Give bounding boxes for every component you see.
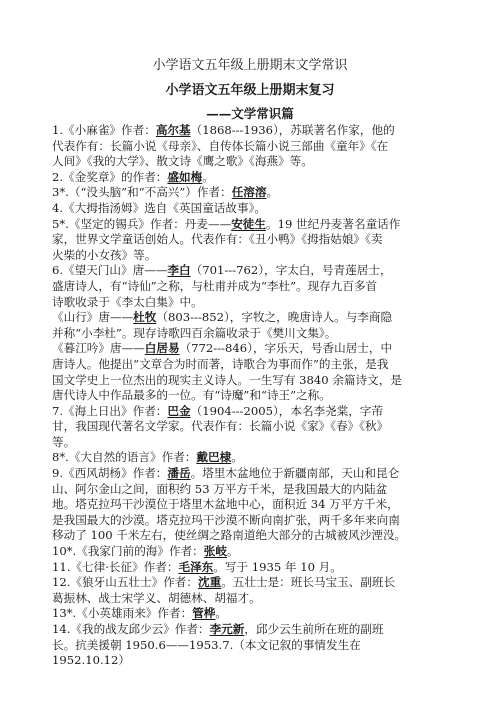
author-name: 毛泽东 <box>178 559 214 574</box>
text-segment: 火柴的小女孩》等。 <box>52 247 157 262</box>
text-segment: （803---852），字牧之，晚唐诗人。与李商隐 <box>156 310 393 325</box>
text-line <box>52 310 456 326</box>
text-line <box>52 279 456 295</box>
text-segment: （1904---2005），本名李尧棠，字芾 <box>190 403 384 418</box>
author-name: 李白 <box>167 263 191 278</box>
text-segment: 10*.《我家门前的海》作者： <box>52 544 204 559</box>
text-line <box>52 450 456 466</box>
text-line <box>52 341 456 357</box>
text-segment: ，邱少云生前所在班的副班 <box>244 622 384 636</box>
text-line <box>52 154 456 170</box>
document-subtitle: 小学语文五年级上册期末复习 <box>165 83 335 98</box>
text-segment: 人间》《我的大学》、散文诗《鹰之歌》《海燕》等。 <box>52 154 313 169</box>
author-name: 杜牧 <box>133 310 157 325</box>
document-body <box>52 123 456 669</box>
author-name: 李元新 <box>209 622 245 636</box>
author-name: 潘岳 <box>167 466 191 481</box>
text-segment: 3*.（“没头脑”和“不高兴”）作者： <box>52 185 232 200</box>
author-name: 戴巴棣 <box>196 450 232 465</box>
text-segment: （1868---1936），苏联著名作家，他的 <box>190 123 395 137</box>
author-name: 任溶溶 <box>231 185 267 200</box>
text-line <box>52 482 456 498</box>
text-segment: 。19 世纪丹麦著名童话作 <box>265 216 401 231</box>
text-line <box>52 170 456 186</box>
text-line <box>52 466 456 482</box>
text-segment: 甘，我国现代著名文学家。代表作有：长篇小说《家》《春》《秋》 <box>52 419 389 434</box>
author-name: 管桦 <box>192 606 216 621</box>
text-line <box>52 263 456 279</box>
text-segment: 11.《七律·长征》作者： <box>52 559 179 574</box>
text-line <box>52 248 456 264</box>
text-line <box>52 544 456 560</box>
text-segment: 代表作有：长篇小说《母亲》、自传体长篇小说三部曲《童年》《在 <box>52 138 389 153</box>
text-line <box>52 591 456 607</box>
text-line <box>52 326 456 342</box>
text-segment: 8*.《大自然的语言》作者： <box>52 450 197 465</box>
text-segment: （772---846），字乐天，号香山居士，中 <box>179 341 393 356</box>
text-segment: 并称“小李杜”。现存诗歌四百余篇收录于《樊川文集》。 <box>52 325 337 340</box>
text-segment: 。塔里木盆地位于新疆南部，天山和昆仑 <box>190 466 400 481</box>
text-segment: 。五壮士是：班长马宝玉、副班长 <box>221 575 396 590</box>
text-line <box>52 513 456 529</box>
text-segment: 唐代诗人中作品最多的一位。有“诗魔”和“诗王”之称。 <box>52 388 331 403</box>
text-line <box>52 575 456 591</box>
text-segment: 葛振林、战士宋学义、胡德林、胡福才。 <box>52 590 261 605</box>
text-segment: 地。塔克拉玛干沙漠位于塔里木盆地中心，面积近 34 万平方千米， <box>52 497 399 512</box>
text-segment: 。写于 1935 年 10 月。 <box>213 559 342 574</box>
text-line <box>52 139 456 155</box>
text-segment: 唐诗人。他提出“文章合为时而著，诗歌合为事而作”的主张，是我 <box>52 356 389 371</box>
text-segment: 盛唐诗人，有“诗仙”之称，与杜甫并成为“李杜”。现存九百多首 <box>52 278 378 293</box>
text-line <box>52 373 456 389</box>
text-segment: 是我国最大的沙漠。塔克拉玛干沙漠不断向南扩张，两千多年来向南 <box>52 512 400 527</box>
text-segment: 6.《望天门山》唐—— <box>52 263 168 278</box>
text-segment: 1952.10.12） <box>52 653 130 668</box>
text-segment: 。 <box>231 450 243 465</box>
text-line <box>52 217 456 233</box>
text-line <box>52 357 456 373</box>
text-line <box>52 419 456 435</box>
author-name: 高尔基 <box>155 123 191 137</box>
text-segment: 诗歌收录于《李太白集》中。 <box>52 294 203 309</box>
text-line <box>52 435 456 451</box>
text-segment: 9.《西风胡杨》作者： <box>52 466 168 481</box>
text-segment: 1.《小麻雀》作者： <box>52 123 156 137</box>
text-segment: 等。 <box>52 434 76 449</box>
text-segment: 5*.《坚定的锡兵》作者：丹麦—— <box>52 216 232 231</box>
text-line <box>52 201 456 217</box>
text-line <box>52 638 456 654</box>
text-segment: 7.《海上日出》作者： <box>52 403 168 418</box>
text-line <box>52 622 456 638</box>
text-line <box>52 185 456 201</box>
text-segment: 。 <box>202 169 214 184</box>
text-segment: 4.《大拇指汤姆》选自《英国童话故事》。 <box>52 200 266 215</box>
text-segment: 2.《金奖章》的作者： <box>52 169 168 184</box>
text-line <box>52 606 456 622</box>
section-heading: ——文学常识篇 <box>206 106 294 121</box>
text-segment: 。 <box>215 606 227 621</box>
text-line <box>52 232 456 248</box>
text-segment: 14.《我的战友邱少云》作者： <box>52 622 210 636</box>
text-line <box>52 653 456 669</box>
author-name: 盛如梅 <box>167 169 203 184</box>
author-name: 巴金 <box>167 403 191 418</box>
author-name: 沈重 <box>197 575 222 590</box>
text-segment: 《山行》唐—— <box>52 310 134 325</box>
document-title: 小学语文五年级上册期末文学常识 <box>152 58 348 73</box>
text-line <box>52 560 456 576</box>
text-segment: 国文学史上一位杰出的现实主义诗人。一生写有 3840 余篇诗文，是 <box>52 372 402 387</box>
text-line <box>52 497 456 513</box>
author-name: 安徒生 <box>231 216 266 231</box>
author-name: 白居易 <box>144 341 180 356</box>
text-line <box>52 295 456 311</box>
text-segment: （701---762），字太白，号青莲居士， <box>190 263 392 278</box>
text-segment: 长。抗美援朝 1950.6——1953.7.（本文记叙的事情发生在 <box>52 637 361 652</box>
text-segment: 家，世界文学童话创始人。代表作有：《丑小鸭》《拇指姑娘》《卖 <box>52 232 383 247</box>
text-line <box>52 404 456 420</box>
text-segment: 12.《狼牙山五壮士》作者： <box>52 575 198 590</box>
author-name: 张岐 <box>203 544 227 559</box>
text-line <box>52 528 456 544</box>
text-segment: 《暮江吟》唐—— <box>52 341 145 356</box>
text-line <box>52 123 456 139</box>
text-line <box>52 388 456 404</box>
text-segment: 山、阿尔金山之间，面积约 53 万平方千米，是我国最大的内陆盆 <box>52 481 388 496</box>
text-segment: 。 <box>226 544 239 559</box>
text-segment: 移动了 100 千米左右，使丝绸之路南道绝大部分的古城被风沙湮没。 <box>52 528 407 543</box>
text-segment: 。 <box>266 185 279 200</box>
text-segment: 13*.《小英雄雨来》作者： <box>52 606 193 621</box>
